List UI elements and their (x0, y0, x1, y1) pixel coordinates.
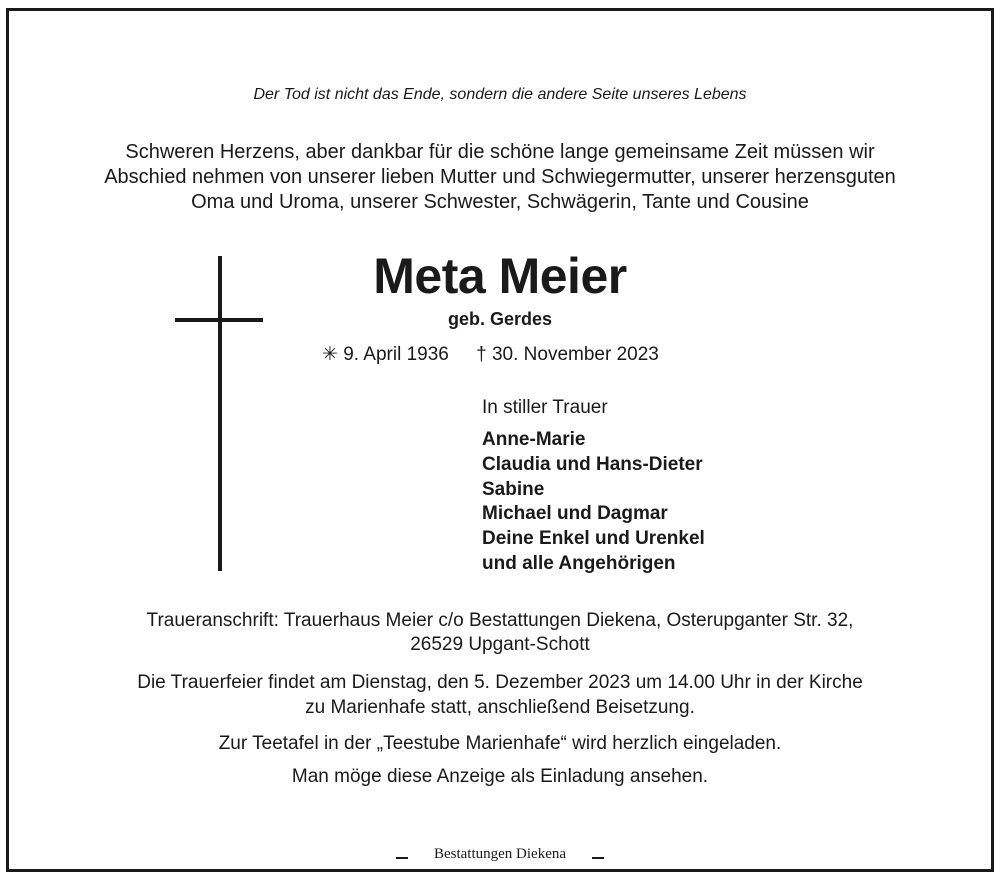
intro-line: Schweren Herzens, aber dankbar für die schöne lange gemeinsame Zeit müssen wir (125, 141, 875, 163)
address-line: Traueranschrift: Trauerhaus Meier c/o Bestattungen Diekena, Osterupganter Str. 32, (146, 610, 854, 631)
mourner-name: Anne-Marie (482, 429, 586, 450)
service-line: Die Trauerfeier findet am Dienstag, den 5. Dezember 2023 um 14.00 Uhr in der Kirche (137, 672, 863, 693)
life-dates (322, 343, 659, 366)
intro-line: Oma und Uroma, unserer Schwester, Schwägerin, Tante und Cousine (191, 191, 809, 213)
maiden-name: geb. Gerdes (447, 309, 553, 329)
mourner-name: und alle Angehörigen (482, 552, 676, 574)
mourning-address (50, 609, 950, 657)
mourner-name: Michael und Dagmar (482, 503, 668, 525)
mourner-name: Sabine (482, 478, 545, 500)
mourning-label: In stiller Trauer (482, 397, 608, 418)
death-date: † 30. November 2023 (476, 344, 659, 365)
funeral-service-info (50, 670, 950, 720)
invitation-note: Man möge diese Anzeige als Einladung ansehen. (291, 766, 709, 787)
motto: Der Tod ist nicht das Ende, sondern die andere Seite unseres Lebens (253, 86, 747, 103)
birth-date: ✳ 9. April 1936 (322, 344, 449, 365)
mourner-name: Deine Enkel und Urenkel (482, 528, 705, 550)
mourners-list (482, 428, 705, 577)
mourner-name: Claudia und Hans-Dieter (482, 453, 703, 475)
undertaker-name: Bestattungen Diekena (433, 846, 567, 862)
intro-text (50, 140, 950, 215)
service-line: zu Marienhafe statt, anschließend Beisetzung. (305, 697, 695, 718)
deceased-name: Meta Meier (373, 248, 627, 304)
tea-invitation: Zur Teetafel in der „Teestube Marienhafe“ wird herzlich eingeladen. (218, 733, 782, 754)
intro-line: Abschied nehmen von unserer lieben Mutter und Schwiegermutter, unserer herzensguten (104, 166, 896, 188)
address-line: 26529 Upgant-Schott (410, 634, 590, 655)
